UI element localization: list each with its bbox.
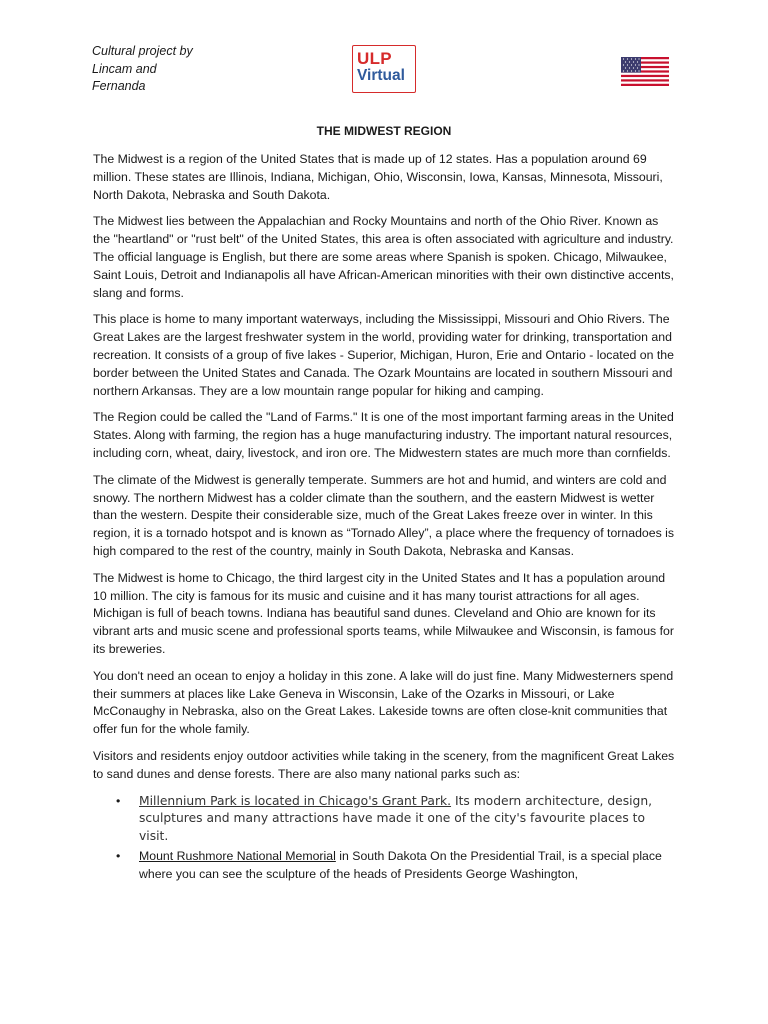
park-description: in South Dakota On the Presidential Trail, is a special place where you can see the sculpture of the heads of Presidents George Washington, (139, 848, 662, 881)
paragraph: Visitors and residents enjoy outdoor activities while taking in the scenery, from the magnificent Great Lakes to sand dunes and dense forests. There are also many national parks such as: (93, 748, 675, 781)
parks-list (93, 793, 675, 884)
bullet: • (116, 793, 121, 808)
paragraph: The Midwest is home to Chicago, the third largest city in the United States and It has a population around 10 million. The city is famous for its music and cuisine and it has many tourist attractions for all ages. Michigan is full of beach towns. Indiana has beautiful sand dunes. Cleveland and Ohio are known for its vibrant arts and music scene and professional sports teams, while Milwaukee and Wisconsin, is famous for its breweries. (93, 570, 674, 656)
credit-line: Fernanda (92, 79, 146, 93)
credit-line: Cultural project by (92, 44, 193, 58)
logo-line-1: ULP (357, 49, 392, 68)
document-title: THE MIDWEST REGION (316, 124, 452, 138)
credit-block (92, 43, 232, 96)
document-body (93, 151, 675, 885)
paragraph: The Region could be called the "Land of Farms." It is one of the most important farming areas in the United States. Along with farming, the region has a huge manufacturing industry. The important natural resources, including corn, wheat, dairy, livestock, and iron ore. The Midwestern states are much more than cornfields. (93, 410, 674, 460)
credit-line: Lincam and (92, 61, 157, 76)
paragraph: The Midwest lies between the Appalachian and Rocky Mountains and north of the Ohio River. Known as the "heartland" or "rust belt" of the United States, this area is often associated with agriculture and industry. The official language is English, but there are some areas where Spanish is spoken. Chicago, Milwaukee, Saint Louis, Detroit and Indianapolis all have African-American minorities with their own distinctive accents, slang and forms. (93, 214, 674, 300)
park-link[interactable]: Mount Rushmore National Memorial (139, 848, 336, 863)
park-description: Its modern architecture, design, sculptures and many attractions have made it one of the city's favourite places to visit. (139, 793, 653, 844)
park-link[interactable]: Millennium Park is located in Chicago's Grant Park. (139, 793, 452, 808)
logo-line-2: Virtual (357, 67, 405, 84)
list-item (93, 848, 675, 884)
paragraph: This place is home to many important waterways, including the Mississippi, Missouri and Ohio Rivers. The Great Lakes are the largest freshwater system in the world, providing water for drinking, transportation and recreation. It consists of a group of five lakes - Superior, Michigan, Huron, Erie and Ontario - located on the border between the United States and Canada. The Ozark Mountains are located in southern Missouri and northern Arkansas. They are a low mountain range popular for hiking and camping. (93, 312, 674, 398)
bullet: • (116, 848, 121, 863)
paragraph: The Midwest is a region of the United States that is made up of 12 states. Has a population around 69 million. These states are Illinois, Indiana, Michigan, Ohio, Wisconsin, Iowa, Kansas, Minnesota, Missouri, North Dakota, Nebraska and South Dakota. (93, 152, 663, 202)
ulp-virtual-logo (352, 45, 416, 93)
paragraph: The climate of the Midwest is generally temperate. Summers are hot and humid, and winters are cold and snowy. The northern Midwest has a colder climate than the southern, and the eastern Midwest is wetter than the western. Despite their considerable size, much of the Great Lakes freeze over in winter. In this region, it is a tornado hotspot and is known as “Tornado Alley”, a place where the frequency of tornadoes is high compared to the rest of the country, mainly in South Dakota, Nebraska and Kansas. (93, 472, 675, 558)
list-item (93, 793, 675, 846)
paragraph: You don't need an ocean to enjoy a holiday in this zone. A lake will do just fine. Many Midwesterners spend their summers at places like Lake Geneva in Wisconsin, Lake of the Ozarks in Missouri, or Lake McConaughy in Nebraska, also on the Great Lakes. Lakeside towns are often close-knit communities that offer fun for the whole family. (93, 668, 674, 737)
us-flag-icon (621, 57, 669, 86)
